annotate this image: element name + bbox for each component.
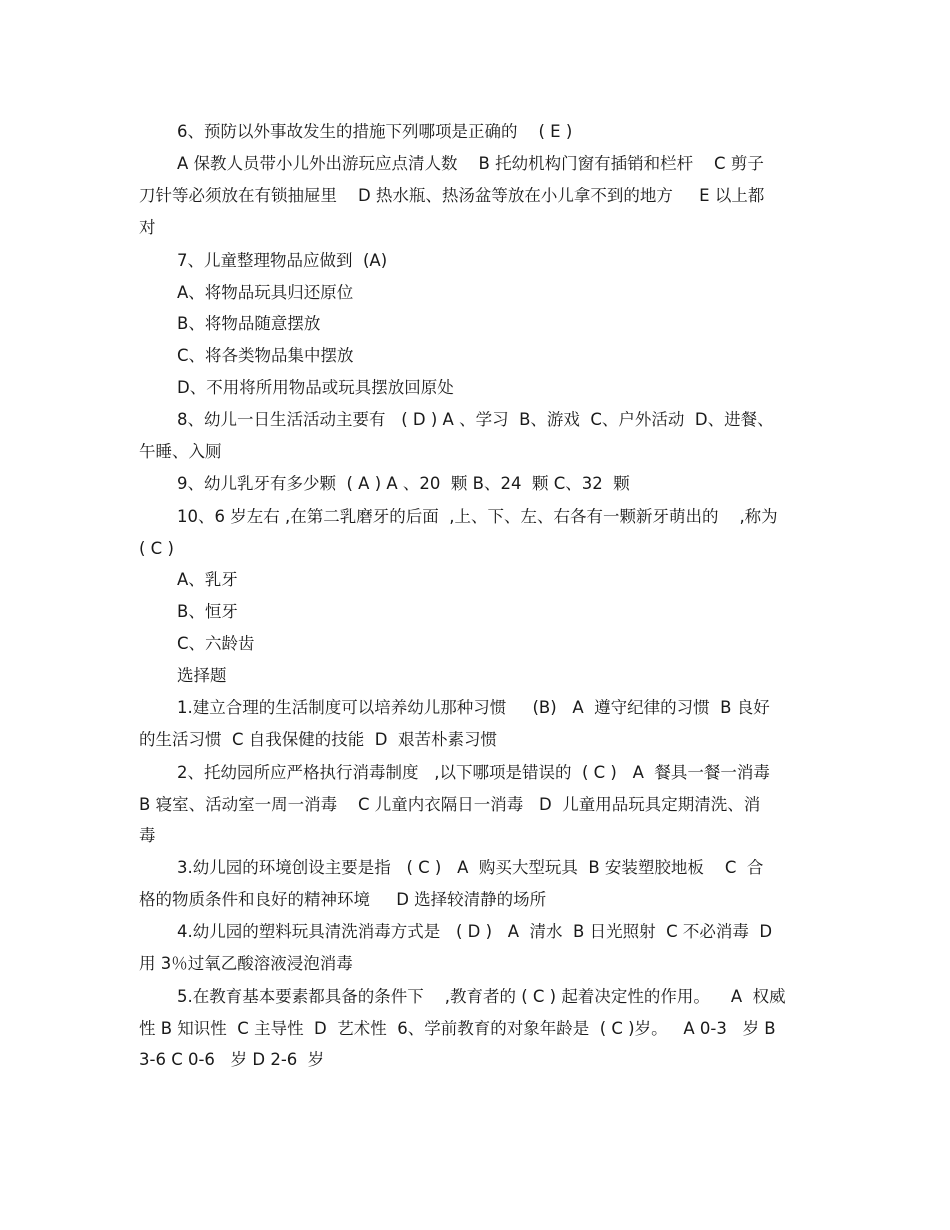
question-7-stem: 7、儿童整理物品应做到 (A) — [177, 251, 388, 270]
question-6-options-line-2: 刀针等必须放在有锁抽屉里 D 热水瓶、热汤盆等放在小儿拿不到的地方 E 以上都 — [139, 186, 765, 205]
question-6-options-line-1: A 保教人员带小儿外出游玩应点清人数 B 托幼机构门窗有插销和栏杆 C 剪子 — [177, 154, 764, 173]
question-10-option-c: C、六龄齿 — [177, 634, 255, 653]
choice-3-line-1: 3.幼儿园的环境创设主要是指 ( C ) A 购买大型玩具 B 安装塑胶地板 C 合 — [177, 858, 764, 877]
choice-5-line-3: 3-6 C 0-6 岁 D 2-6 岁 — [139, 1050, 325, 1069]
choice-3-line-2: 格的物质条件和良好的精神环境 D 选择较清静的场所 — [139, 890, 547, 909]
section-heading: 选择题 — [177, 666, 227, 685]
question-6-options-line-3: 对 — [139, 218, 156, 237]
question-10-line-2: ( C ) — [139, 539, 174, 558]
question-8-line-1: 8、幼儿一日生活活动主要有 ( D ) A 、学习 B、游戏 C、户外活动 D、进餐、 — [177, 410, 774, 429]
choice-1-line-1: 1.建立合理的生活制度可以培养幼儿那种习惯 (B) A 遵守纪律的习惯 B 良好 — [177, 698, 770, 717]
question-7-option-c: C、将各类物品集中摆放 — [177, 346, 354, 365]
choice-5-line-2: 性 B 知识性 C 主导性 D 艺术性 6、学前教育的对象年龄是 ( C )岁。 A 0-3 岁 B — [139, 1019, 776, 1038]
question-6-stem: 6、预防以外事故发生的措施下列哪项是正确的 ( E ) — [177, 122, 573, 141]
question-8-line-2: 午睡、入厕 — [139, 442, 222, 461]
choice-4-line-2: 用 3％过氧乙酸溶液浸泡消毒 — [139, 954, 353, 973]
question-10-line-1: 10、6 岁左右 ,在第二乳磨牙的后面 ,上、下、左、右各有一颗新牙萌出的 ,称为 — [177, 507, 778, 526]
question-10-option-b: B、恒牙 — [177, 602, 238, 621]
choice-2-line-2: B 寝室、活动室一周一消毒 C 儿童内衣隔日一消毒 D 儿童用品玩具定期清洗、消 — [139, 795, 761, 814]
question-10-option-a: A、乳牙 — [177, 570, 238, 589]
question-7-option-d: D、不用将所用物品或玩具摆放回原处 — [177, 378, 454, 397]
choice-2-line-3: 毒 — [139, 826, 156, 845]
choice-1-line-2: 的生活习惯 C 自我保健的技能 D 艰苦朴素习惯 — [139, 730, 497, 749]
question-7-option-b: B、将物品随意摆放 — [177, 314, 321, 333]
question-9: 9、幼儿乳牙有多少颗 ( A ) A 、20 颗 B、24 颗 C、32 颗 — [177, 474, 630, 493]
choice-5-line-1: 5.在教育基本要素都具备的条件下 ,教育者的 ( C ) 起着决定性的作用。 A 权威 — [177, 987, 786, 1006]
choice-4-line-1: 4.幼儿园的塑料玩具清洗消毒方式是 ( D ) A 清水 B 日光照射 C 不必消毒 D — [177, 922, 773, 941]
choice-2-line-1: 2、托幼园所应严格执行消毒制度 ,以下哪项是错误的 ( C ) A 餐具一餐一消毒 — [177, 763, 770, 782]
question-7-option-a: A、将物品玩具归还原位 — [177, 283, 354, 302]
